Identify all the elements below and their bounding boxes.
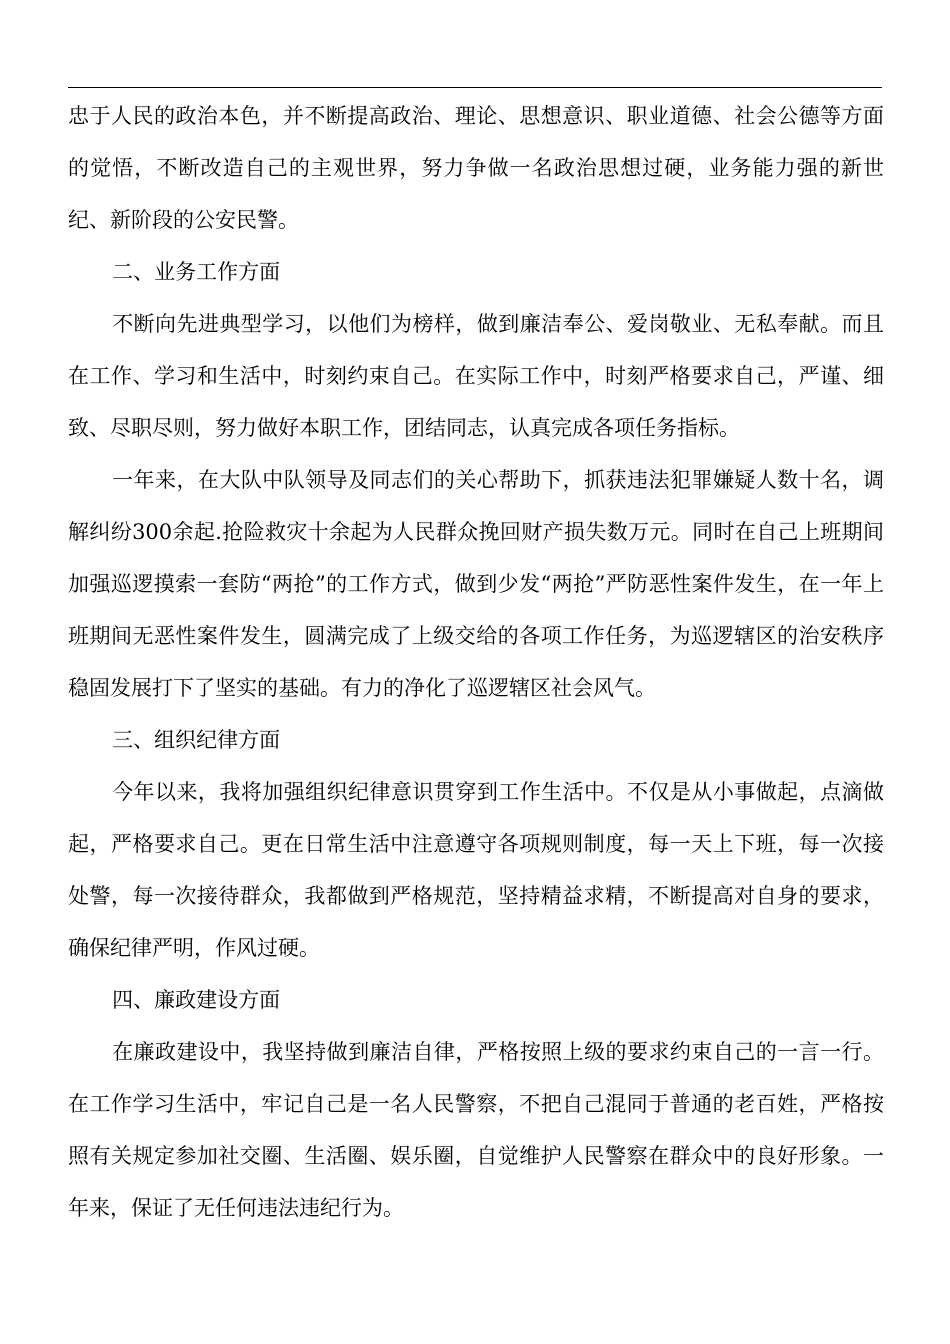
- section-heading-integrity: 四、廉政建设方面: [112, 988, 281, 1012]
- paragraph: 今年以来，我将加强组织纪律意识贯穿到工作生活中。不仅是从小事做起，点滴做起，严格要求自己。更在日常生活中注意遵守各项规则制度，每一天上下班，每一次接处警，每一次接待群众，我都做到严格规范，坚持精益求精，不断提高对自身的要求，确保纪律严明，作风过硬。: [68, 780, 884, 960]
- paragraph: 一年来，在大队中队领导及同志们的关心帮助下，抓获违法犯罪嫌疑人数十名，调解纠纷300余起.抢险救灾十余起为人民群众挽回财产损失数万元。同时在自己上班期间加强巡逻摸索一套防“两抢”的工作方式，做到少发“两抢”严防恶性案件发生，在一年上班期间无恶性案件发生，圆满完成了上级交给的各项工作任务，为巡逻辖区的治安秩序稳固发展打下了坚实的基础。有力的净化了巡逻辖区社会风气。: [68, 468, 884, 700]
- section-heading-business: 二、业务工作方面: [112, 260, 281, 284]
- paragraph: 不断向先进典型学习，以他们为榜样，做到廉洁奉公、爱岗敬业、无私奉献。而且在工作、学习和生活中，时刻约束自己。在实际工作中，时刻严格要求自己，严谨、细致、尽职尽则，努力做好本职工作，团结同志，认真完成各项任务指标。: [68, 312, 884, 440]
- section-heading-discipline: 三、组织纪律方面: [112, 728, 281, 752]
- paragraph: 在廉政建设中，我坚持做到廉洁自律，严格按照上级的要求约束自己的一言一行。在工作学习生活中，牢记自己是一名人民警察，不把自己混同于普通的老百姓，严格按照有关规定参加社交圈、生活圈、娱乐圈，自觉维护人民警察在群众中的良好形象。一年来，保证了无任何违法违纪行为。: [68, 1040, 884, 1220]
- paragraph-continued: 忠于人民的政治本色，并不断提高政治、理论、思想意识、职业道德、社会公德等方面的觉悟，不断改造自己的主观世界，努力争做一名政治思想过硬，业务能力强的新世纪、新阶段的公安民警。: [68, 104, 884, 232]
- header-rule: [68, 87, 882, 88]
- document-body: [68, 90, 884, 1234]
